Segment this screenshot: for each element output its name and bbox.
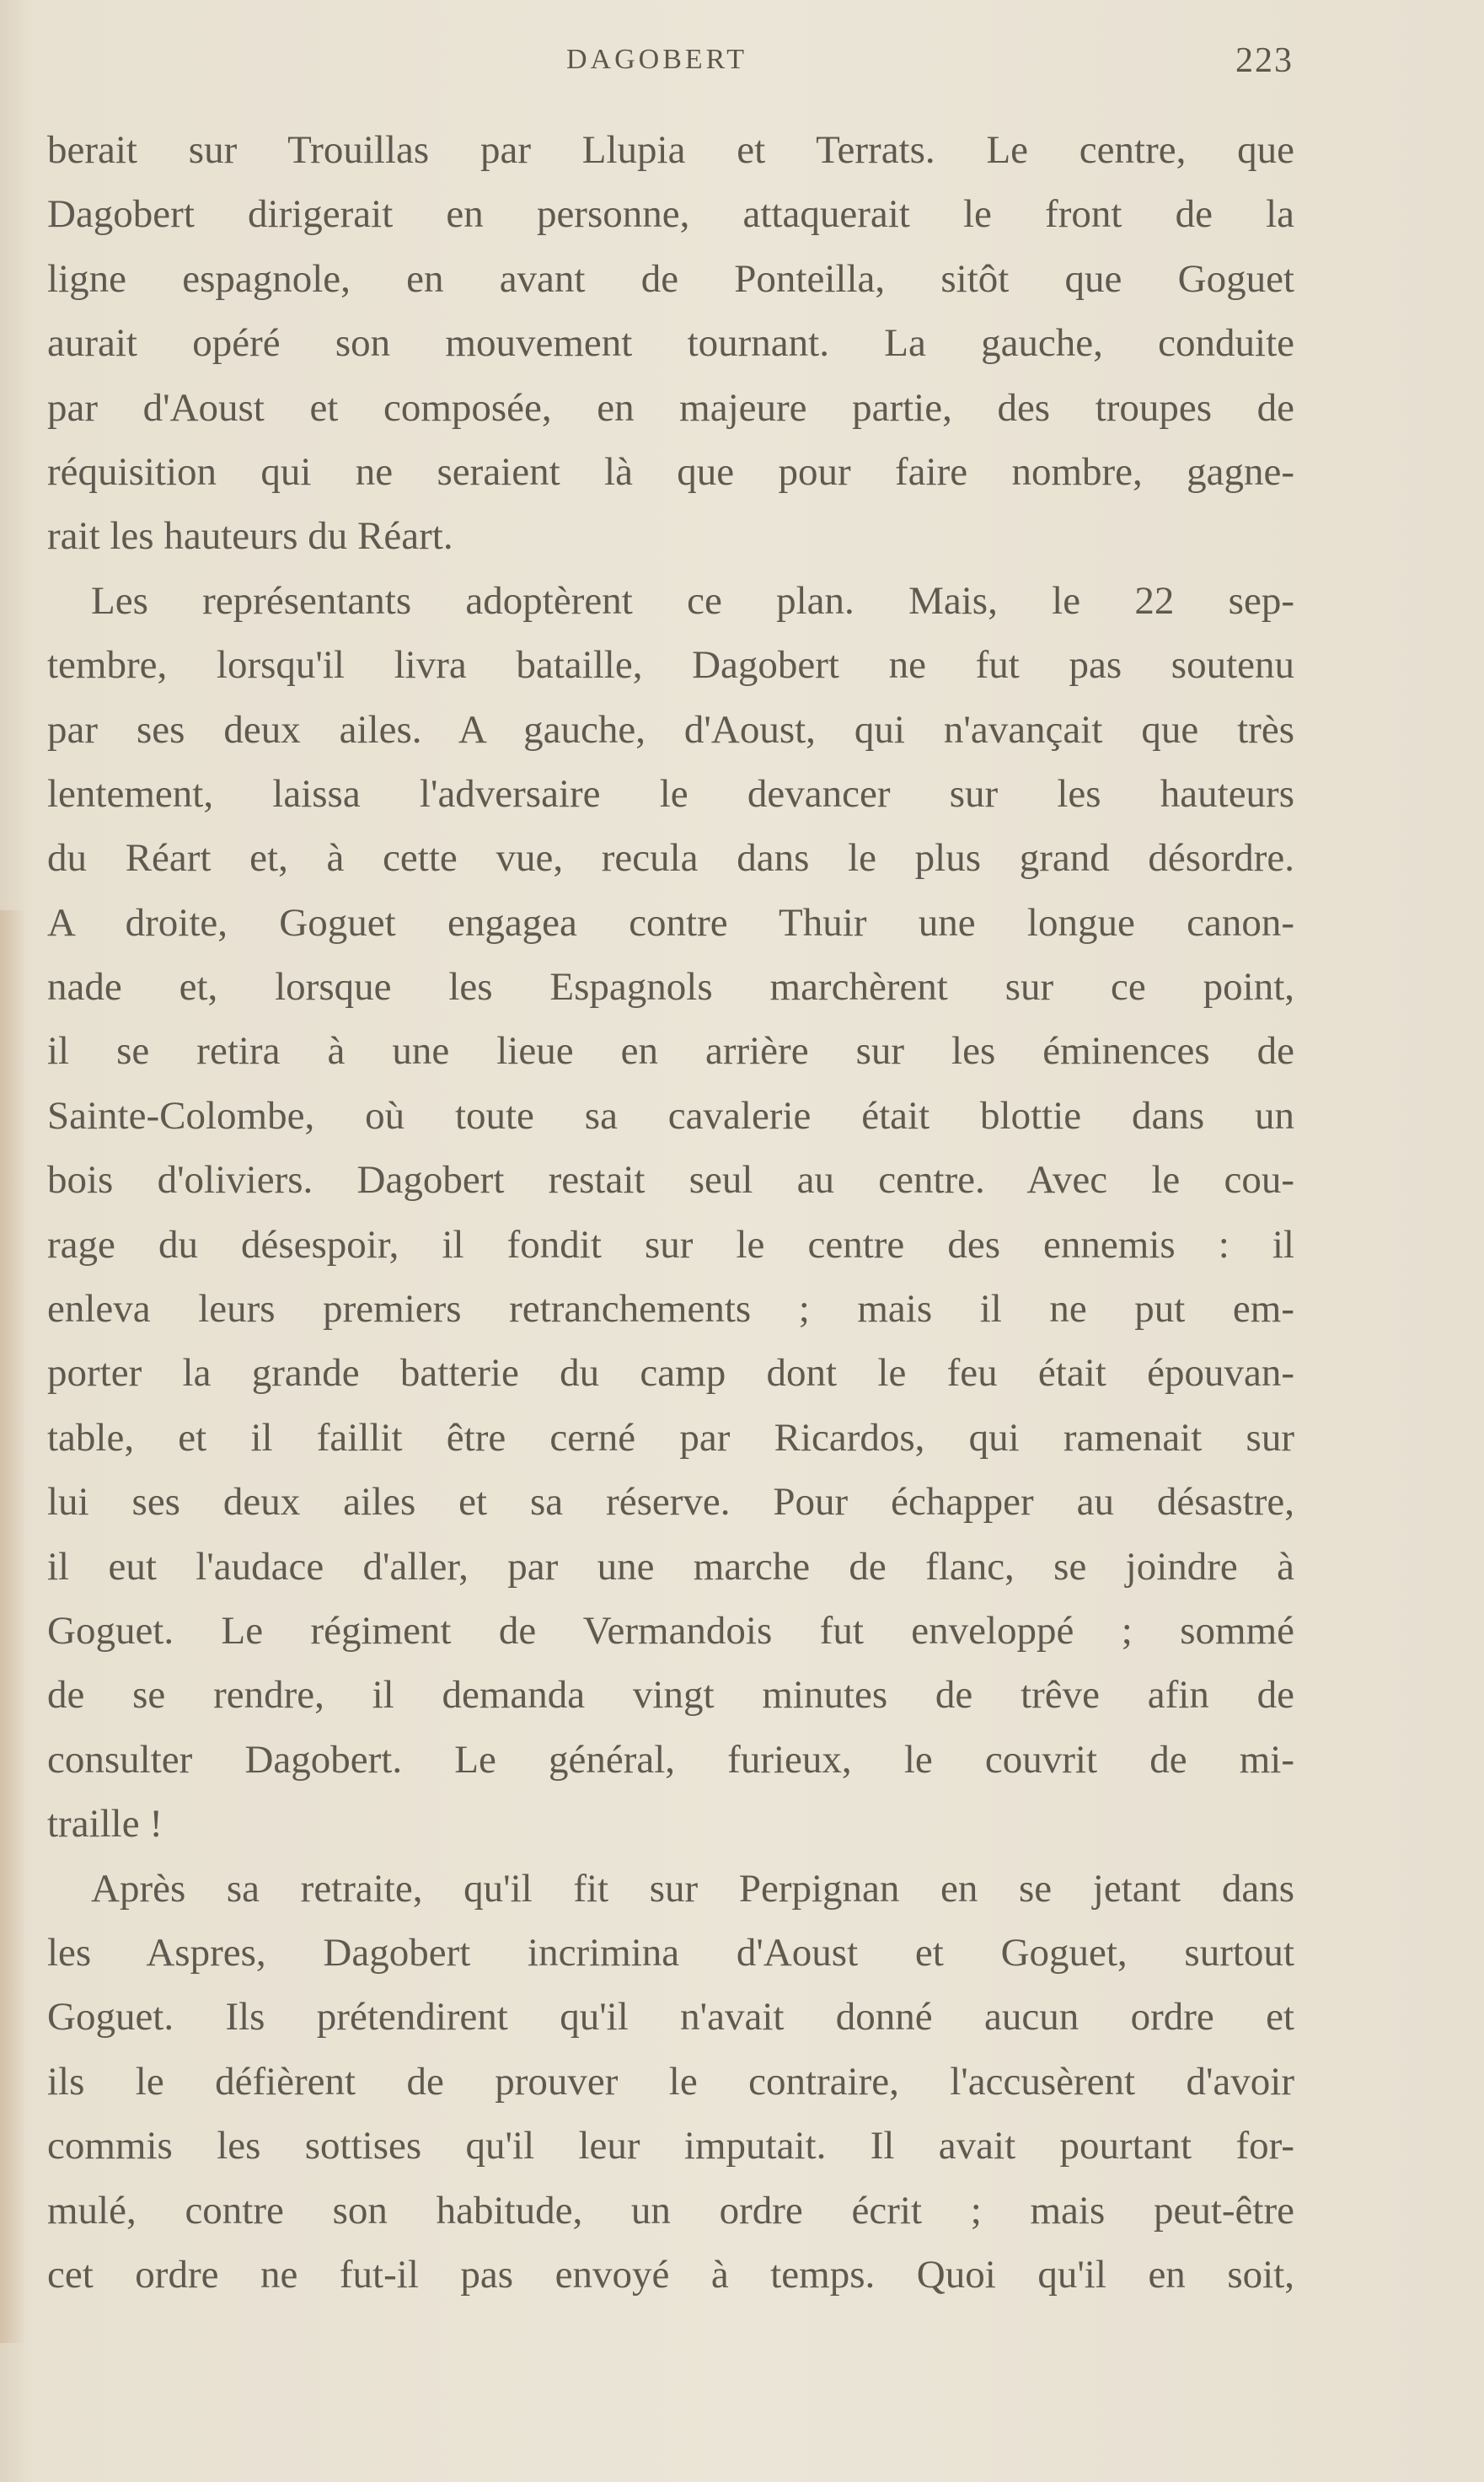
text-line: traille ! bbox=[47, 1802, 163, 1847]
text-line: table, et il faillit être cerné par Ricardos, qui ramenait sur bbox=[47, 1415, 1294, 1460]
text-line: berait sur Trouillas par Llupia et Terrats. Le centre, que bbox=[47, 128, 1294, 172]
text-line: tembre, lorsqu'il livra bataille, Dagobert ne fut pas soutenu bbox=[47, 643, 1294, 688]
text-line: lentement, laissa l'adversaire le devancer sur les hauteurs bbox=[47, 771, 1294, 816]
text-line: rait les hauteurs du Réart. bbox=[47, 514, 453, 559]
text-line: ils le défièrent de prouver le contraire, l'accusèrent d'avoir bbox=[47, 2059, 1294, 2104]
text-line: porter la grande batterie du camp dont le feu était épouvan- bbox=[47, 1351, 1294, 1396]
text-line: ligne espagnole, en avant de Ponteilla, sitôt que Goguet bbox=[47, 256, 1294, 301]
text-line: bois d'oliviers. Dagobert restait seul au centre. Avec le cou- bbox=[47, 1158, 1294, 1203]
text-line: mulé, contre son habitude, un ordre écrit ; mais peut-être bbox=[47, 2188, 1294, 2233]
text-line: il se retira à une lieue en arrière sur les éminences de bbox=[47, 1029, 1294, 1074]
text-line: du Réart et, à cette vue, recula dans le plus grand désordre. bbox=[47, 836, 1294, 881]
body-text bbox=[47, 118, 1294, 2307]
text-line: nade et, lorsque les Espagnols marchèrent sur ce point, bbox=[47, 965, 1294, 1010]
text-line: les Aspres, Dagobert incrimina d'Aoust et Goguet, surtout bbox=[47, 1930, 1294, 1975]
text-line: lui ses deux ailes et sa réserve. Pour échapper au désastre, bbox=[47, 1480, 1294, 1525]
page-number: 223 bbox=[1235, 41, 1294, 80]
text-line: il eut l'audace d'aller, par une marche de flanc, se joindre à bbox=[47, 1544, 1294, 1589]
text-line: Goguet. Ils prétendirent qu'il n'avait donné aucun ordre et bbox=[47, 1995, 1294, 2040]
text-line: Après sa retraite, qu'il fit sur Perpignan en se jetant dans bbox=[91, 1866, 1294, 1911]
running-head-title: DAGOBERT bbox=[566, 44, 748, 75]
text-line: consulter Dagobert. Le général, furieux, le couvrit de mi- bbox=[47, 1737, 1294, 1782]
text-line: A droite, Goguet engagea contre Thuir une longue canon- bbox=[47, 900, 1294, 945]
text-line: rage du désespoir, il fondit sur le centre des ennemis : il bbox=[47, 1222, 1294, 1267]
text-line: par ses deux ailes. A gauche, d'Aoust, qui n'avançait que très bbox=[47, 707, 1294, 752]
text-line: Dagobert dirigerait en personne, attaquerait le front de la bbox=[47, 192, 1294, 237]
text-line: commis les sottises qu'il leur imputait. Il avait pourtant for- bbox=[47, 2124, 1294, 2168]
text-line: de se rendre, il demanda vingt minutes de trêve afin de bbox=[47, 1673, 1294, 1718]
running-head bbox=[0, 41, 1484, 83]
page-edge-stain bbox=[0, 910, 25, 2343]
text-line: Goguet. Le régiment de Vermandois fut enveloppé ; sommé bbox=[47, 1608, 1294, 1653]
text-line: enleva leurs premiers retranchements ; mais il ne put em- bbox=[47, 1287, 1294, 1332]
text-line: par d'Aoust et composée, en majeure partie, des troupes de bbox=[47, 385, 1294, 430]
text-line: aurait opéré son mouvement tournant. La gauche, conduite bbox=[47, 321, 1294, 366]
text-line: Les représentants adoptèrent ce plan. Mais, le 22 sep- bbox=[91, 578, 1294, 623]
text-line: Sainte-Colombe, où toute sa cavalerie était blottie dans un bbox=[47, 1093, 1294, 1138]
text-line: cet ordre ne fut-il pas envoyé à temps. Quoi qu'il en soit, bbox=[47, 2252, 1294, 2297]
text-line: réquisition qui ne seraient là que pour faire nombre, gagne- bbox=[47, 449, 1294, 494]
